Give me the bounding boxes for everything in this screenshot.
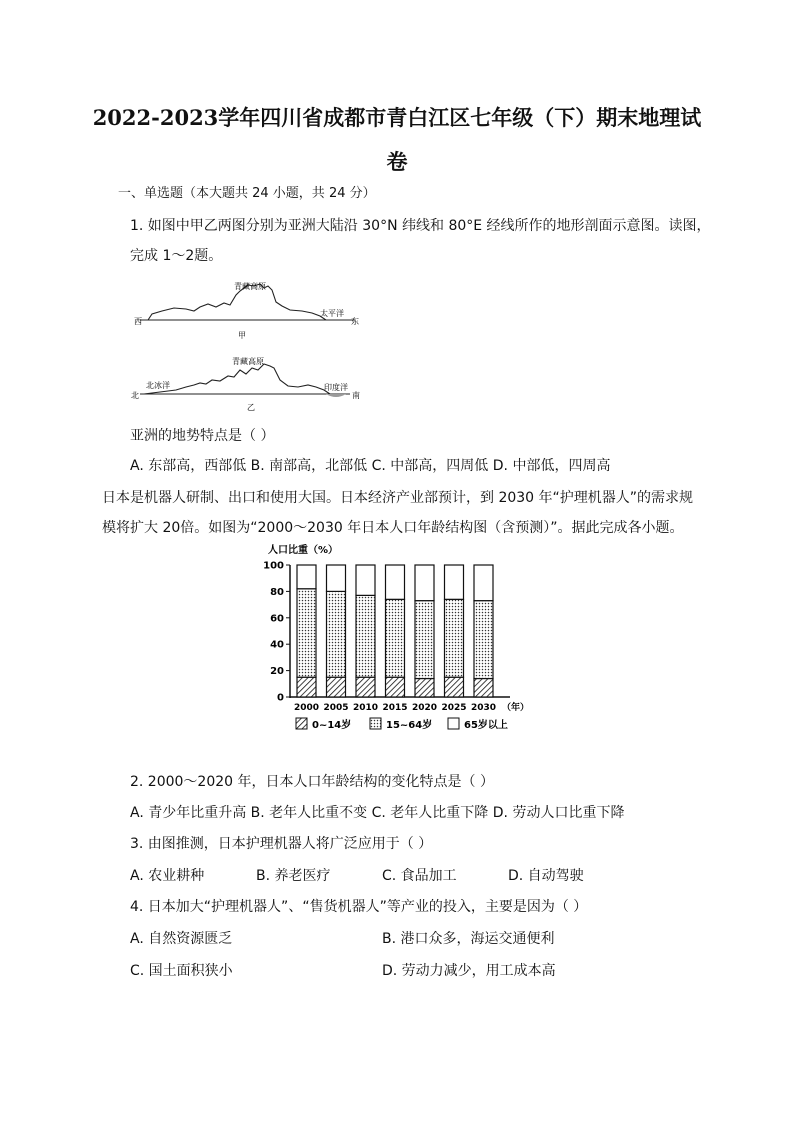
q3-option-c: C. 食品加工 <box>382 868 457 884</box>
profile-peak-label: 青藏高原 <box>232 357 264 366</box>
q4-option-d: D. 劳动力减少，用工成本高 <box>382 963 556 979</box>
q1-stem-line2: 完成 1～2题。 <box>130 248 223 264</box>
y-tick-label: 80 <box>270 586 284 598</box>
page-title-line1: 2022-2023学年四川省成都市青白江区七年级（下）期末地理试 <box>92 105 702 130</box>
bar-segment-0-14 <box>474 679 493 697</box>
bar-segment-15-64 <box>297 589 316 677</box>
bar-segment-0-14 <box>445 677 464 697</box>
x-tick-label: 2025 <box>441 703 467 713</box>
intro-line2: 模将扩大 20倍。如图为“2000～2030 年日本人口年龄结构图（含预测）”。据此完成各小题。 <box>102 520 684 536</box>
profile-diagram-yi <box>130 354 360 418</box>
bar-segment-65-plus <box>356 565 375 595</box>
bar-segment-65-plus <box>297 565 316 589</box>
profile-peak-label: 青藏高原 <box>234 282 266 291</box>
intro-line1: 日本是机器人研制、出口和使用大国。日本经济产业部预计，到 2030 年“护理机器人”的需求规 <box>102 490 694 506</box>
q4-option-a: A. 自然资源匮乏 <box>130 931 233 947</box>
bar-segment-15-64 <box>386 599 405 677</box>
bar-group <box>297 565 493 697</box>
direction-east-label: 东 <box>351 317 359 326</box>
bar-segment-15-64 <box>445 599 464 677</box>
q3-option-d: D. 自动驾驶 <box>508 868 584 884</box>
profile-caption-yi: 乙 <box>247 403 255 412</box>
bar-segment-15-64 <box>415 601 434 679</box>
profile-caption-jia: 甲 <box>238 331 246 340</box>
q4-option-b: B. 港口众多，海运交通便利 <box>382 931 555 947</box>
x-tick-label: 2015 <box>382 703 408 713</box>
y-tick-label: 20 <box>270 666 284 678</box>
legend-swatch-0-14 <box>296 718 307 729</box>
y-tick-label: 0 <box>277 692 284 704</box>
q1-options: A. 东部高，西部低 B. 南部高，北部低 C. 中部高，四周低 D. 中部低，四周高 <box>130 458 611 474</box>
bar-segment-0-14 <box>356 677 375 697</box>
indian-ocean-shading <box>326 394 346 397</box>
bar-segment-65-plus <box>386 565 405 599</box>
legend-swatch-65-plus <box>448 718 459 729</box>
bar-segment-0-14 <box>415 679 434 697</box>
q3-option-b: B. 养老医疗 <box>256 868 331 884</box>
x-tick-label: 2010 <box>352 703 379 713</box>
legend-label-15-64: 15~64岁 <box>386 720 433 731</box>
x-axis-unit: （年） <box>502 703 530 713</box>
direction-north-label: 北 <box>131 391 139 400</box>
y-axis-title: 人口比重（%） <box>268 545 339 556</box>
direction-south-label: 南 <box>352 391 360 400</box>
legend-swatch-15-64 <box>370 718 381 729</box>
x-label-group <box>294 703 496 713</box>
q4-option-c: C. 国土面积狭小 <box>130 963 233 979</box>
x-tick-label: 2000 <box>293 703 320 713</box>
bar-segment-65-plus <box>445 565 464 599</box>
y-tick-label: 60 <box>270 613 284 625</box>
x-tick-label: 2020 <box>411 703 438 713</box>
indian-ocean-label: 印度洋 <box>324 383 348 392</box>
bar-segment-0-14 <box>386 677 405 697</box>
legend-label-0-14: 0~14岁 <box>312 720 352 731</box>
q1-stem-line1: 1. 如图中甲乙两图分别为亚洲大陆沿 30°N 纬线和 80°E 经线所作的地形剖面示意图。读图， <box>130 218 711 234</box>
bar-segment-65-plus <box>415 565 434 601</box>
bar-segment-0-14 <box>297 677 316 697</box>
y-tick-label: 100 <box>263 560 284 572</box>
y-tick-label: 40 <box>270 639 284 651</box>
legend-label-65-plus: 65岁以上 <box>464 720 508 731</box>
age-structure-chart <box>262 542 532 738</box>
q3-stem: 3. 由图推测，日本护理机器人将广泛应用于（ ） <box>130 836 433 852</box>
q4-stem: 4. 日本加大“护理机器人”、“售货机器人”等产业的投入，主要是因为（ ） <box>130 899 588 915</box>
q1-question: 亚洲的地势特点是（ ） <box>130 428 275 444</box>
bar-segment-65-plus <box>474 565 493 601</box>
pacific-label: 太平洋 <box>320 309 344 318</box>
x-tick-label: 2005 <box>323 703 349 713</box>
y-tick-group <box>263 561 290 704</box>
x-tick-label: 2030 <box>470 703 497 713</box>
profile-diagram-jia <box>130 280 360 344</box>
page-title-line2: 卷 <box>386 149 408 174</box>
terrain-profile-line <box>144 364 330 394</box>
section-header: 一、单选题（本大题共 24 小题，共 24 分） <box>118 186 376 201</box>
bar-segment-15-64 <box>474 601 493 679</box>
arctic-ocean-label: 北冰洋 <box>146 381 170 390</box>
bar-segment-0-14 <box>327 677 346 697</box>
legend <box>296 718 508 731</box>
q3-option-a: A. 农业耕种 <box>130 868 205 884</box>
q2-stem: 2. 2000～2020 年，日本人口年龄结构的变化特点是（ ） <box>130 774 494 790</box>
direction-west-label: 西 <box>134 317 142 326</box>
bar-segment-65-plus <box>327 565 346 591</box>
bar-segment-15-64 <box>356 595 375 677</box>
bar-segment-15-64 <box>327 591 346 677</box>
q2-options: A. 青少年比重升高 B. 老年人比重不变 C. 老年人比重下降 D. 劳动人口比重下降 <box>130 805 625 821</box>
